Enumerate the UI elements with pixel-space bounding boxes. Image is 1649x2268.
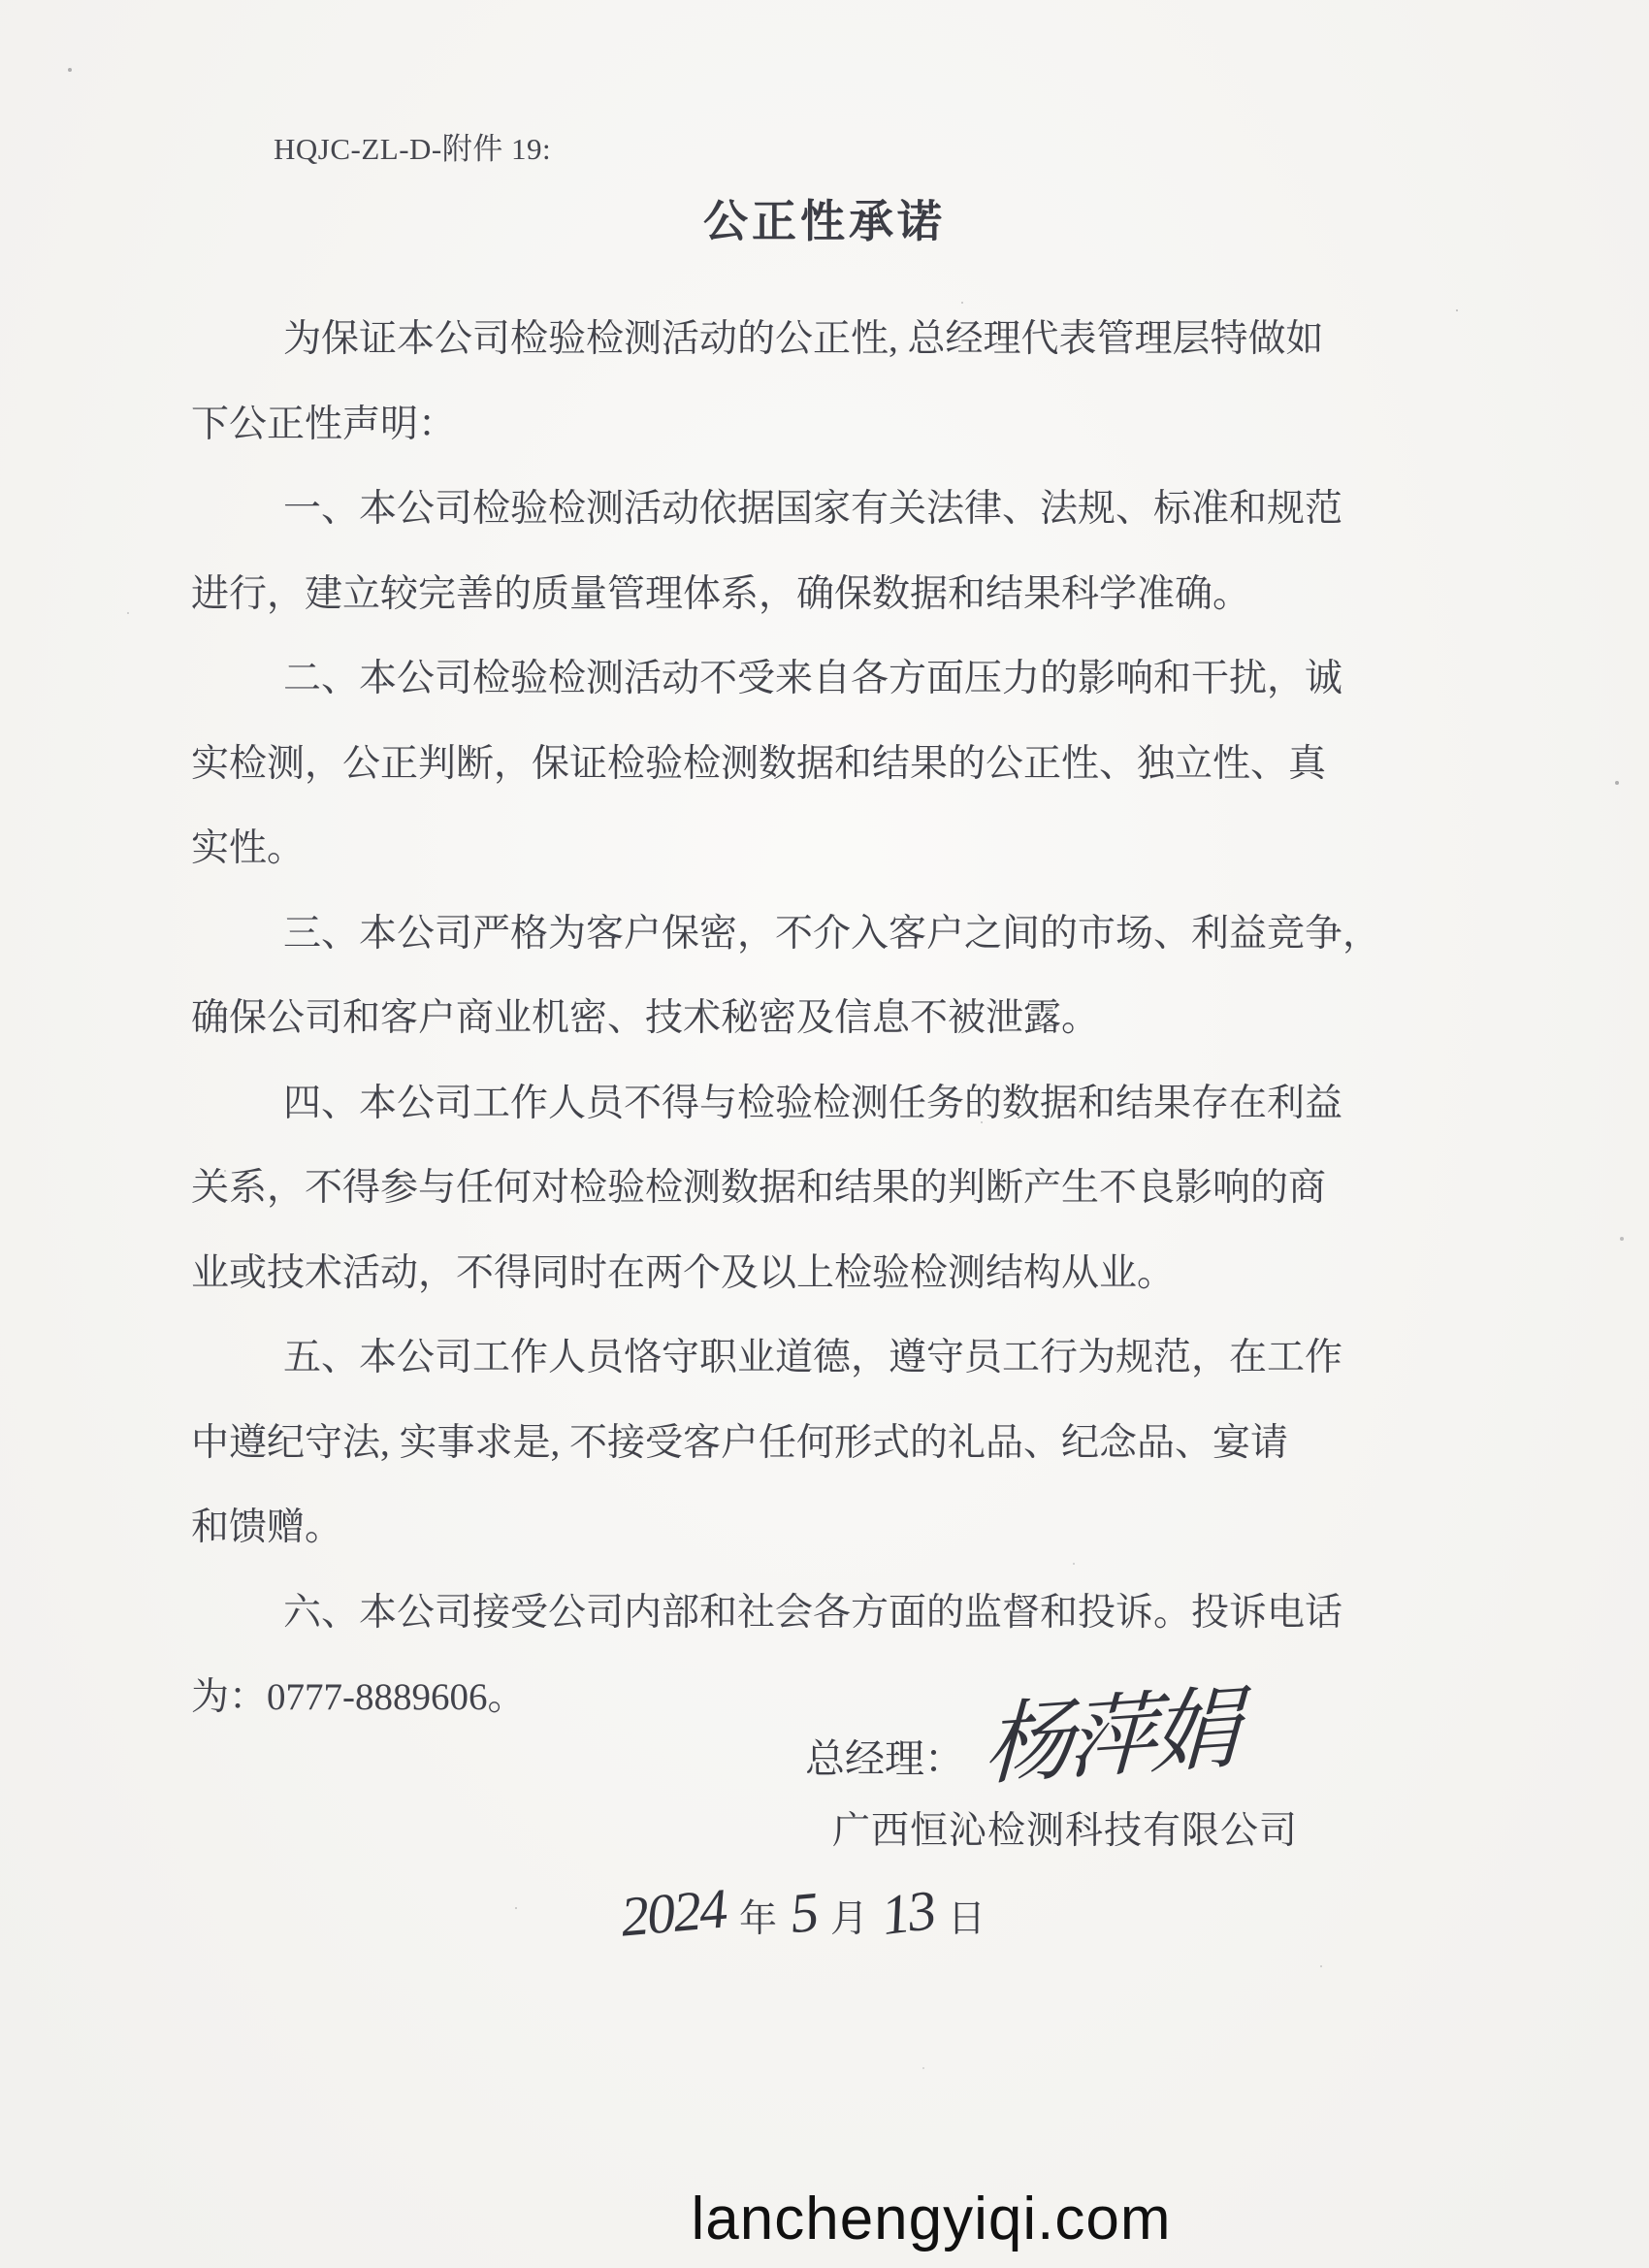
document-body [191,297,1381,1740]
date-day-label: 日 [948,1898,986,1940]
body-line: 实性。 [191,827,306,869]
site-watermark: lanchengyiqi.com [691,2186,1172,2252]
body-line: 中遵纪守法, 实事求是, 不接受客户任何形式的礼品、纪念品、宴请 [191,1421,1289,1464]
body-line: 二、本公司检验检测活动不受来自各方面压力的影响和干扰，诚 [283,658,1343,699]
body-line: 三、本公司严格为客户保密，不介入客户之间的市场、利益竞争， [283,912,1381,955]
body-line: 四、本公司工作人员不得与检验检测任务的数据和结果存在利益 [283,1082,1343,1124]
date-day-handwritten: 13 [878,1877,938,1948]
scan-noise [68,68,72,72]
body-line: 六、本公司接受公司内部和社会各方面的监督和投诉。投诉电话 [283,1591,1343,1634]
body-line: 下公正性声明： [191,403,457,445]
date-year-handwritten: 2024 [618,1876,728,1949]
body-line: 进行，建立较完善的质量管理体系，确保数据和结果科学准确。 [191,572,1251,615]
body-line: 实检测，公正判断，保证检验检测数据和结果的公正性、独立性、真 [191,742,1327,785]
date-month-label: 月 [830,1898,869,1940]
handwritten-signature: 杨萍娟 [982,1675,1237,1798]
company-name: 广西恒沁检测科技有限公司 [832,1810,1299,1852]
body-line: 为：0777-8889606。 [191,1676,526,1718]
body-line: 关系，不得参与任何对检验检测数据和结果的判断产生不良影响的商 [191,1167,1327,1209]
page-title: 公正性承诺 [703,196,946,246]
date-month-handwritten: 5 [788,1879,820,1946]
body-line: 业或技术活动，不得同时在两个及以上检验检测结构从业。 [191,1251,1176,1294]
body-line: 为保证本公司检验检测活动的公正性, 总经理代表管理层特做如 [283,318,1324,360]
body-line: 和馈赠。 [191,1507,343,1548]
date-year-label: 年 [739,1898,778,1940]
signature-date [618,1876,986,1949]
body-line: 确保公司和客户商业机密、技术秘密及信息不被泄露。 [191,997,1100,1039]
body-line: 一、本公司检验检测活动依据国家有关法律、法规、标准和规范 [283,488,1343,530]
signer-role-label: 总经理： [805,1736,964,1781]
body-line: 五、本公司工作人员恪守职业道德，遵守员工行为规范，在工作 [283,1337,1343,1378]
document-code: HQJC-ZL-D-附件 19: [274,132,552,166]
